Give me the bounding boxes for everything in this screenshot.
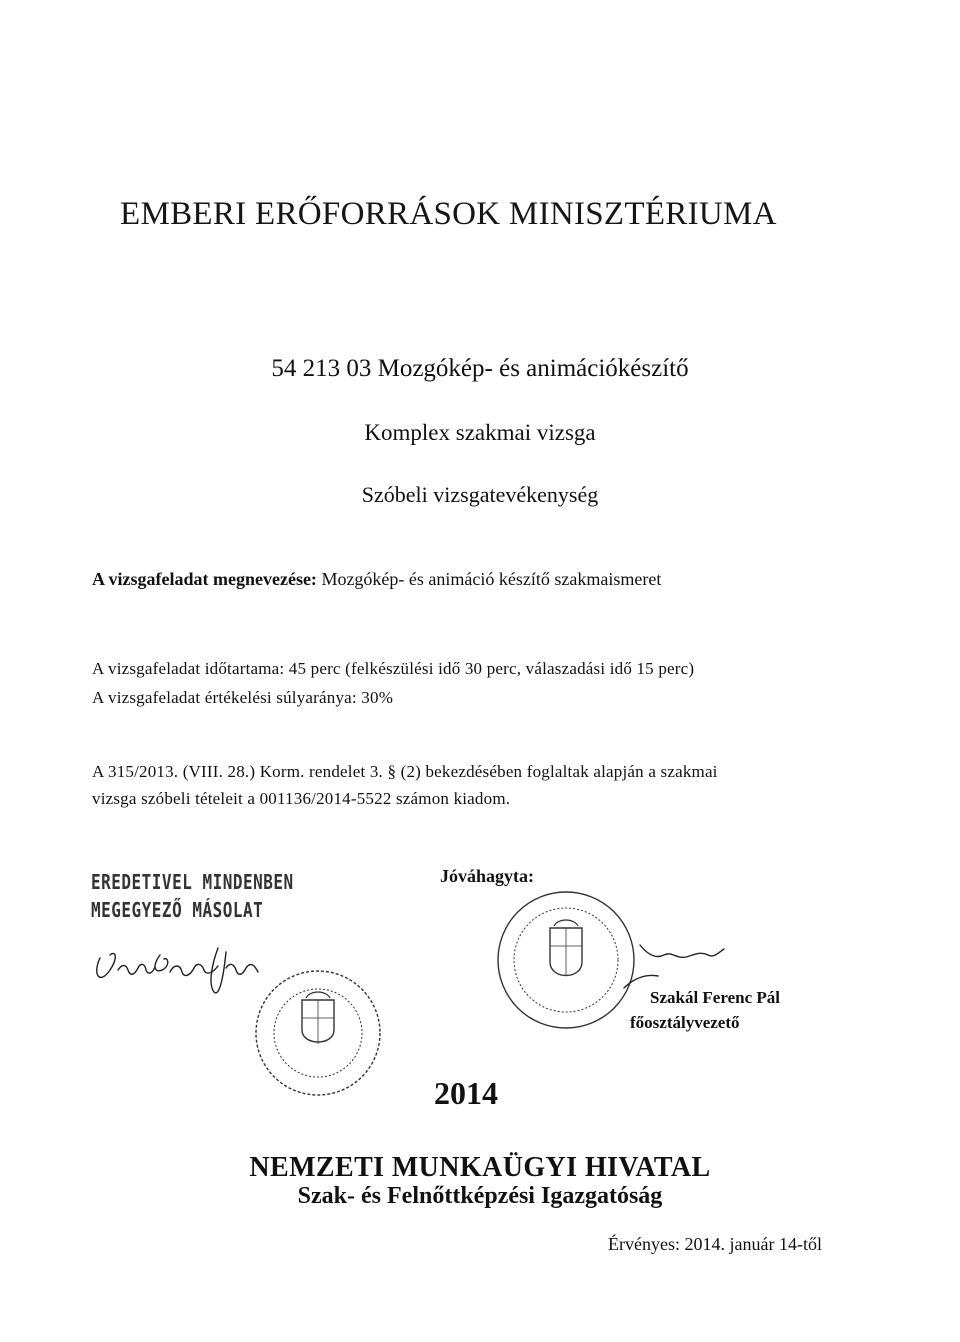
task-name-value: Mozgókép- és animáció készítő szakmaismeret: [321, 569, 662, 589]
decree-line-1: A 315/2013. (VIII. 28.) Korm. rendelet 3. § (2) bekezdésében foglaltak alapján a szakmai: [92, 762, 718, 781]
exam-code-title: 54 213 03 Mozgókép- és animációkészítő: [271, 355, 689, 382]
task-weight: A vizsgafeladat értékelési súlyaránya: 30%: [92, 688, 394, 707]
document-year: 2014: [434, 1075, 498, 1111]
exam-type: Komplex szakmai vizsga: [364, 420, 596, 445]
footer-org-name: NEMZETI MUNKAÜGYI HIVATAL: [249, 1152, 711, 1183]
approver-title: főosztályvezető: [630, 1013, 740, 1032]
decree-line-2: vizsga szóbeli tételeit a 001136/2014-5522 számon kiadom.: [92, 789, 511, 808]
certified-copy-stamp-line-1: EREDETIVEL MINDENBEN: [91, 870, 294, 894]
task-name-label: A vizsgafeladat megnevezése:: [92, 569, 317, 589]
certified-copy-stamp-line-2: MEGEGYEZŐ MÁSOLAT: [91, 898, 264, 922]
handwritten-signature-left: [97, 948, 258, 993]
ministry-heading: EMBERI ERŐFORRÁSOK MINISZTÉRIUMA: [120, 196, 777, 232]
exam-activity: Szóbeli vizsgatevékenység: [361, 482, 599, 507]
left-official-seal: [256, 971, 380, 1095]
validity-date: Érvényes: 2014. január 14-től: [608, 1234, 822, 1254]
handwritten-signature-right: [624, 945, 724, 988]
approval-label: Jóváhagyta:: [440, 866, 534, 886]
approver-name: Szakál Ferenc Pál: [650, 988, 780, 1007]
right-official-seal: [498, 892, 634, 1028]
footer-department: Szak- és Felnőttképzési Igazgatóság: [297, 1183, 663, 1209]
task-duration: A vizsgafeladat időtartama: 45 perc (felkészülési idő 30 perc, válaszadási idő 15 perc): [92, 659, 695, 678]
